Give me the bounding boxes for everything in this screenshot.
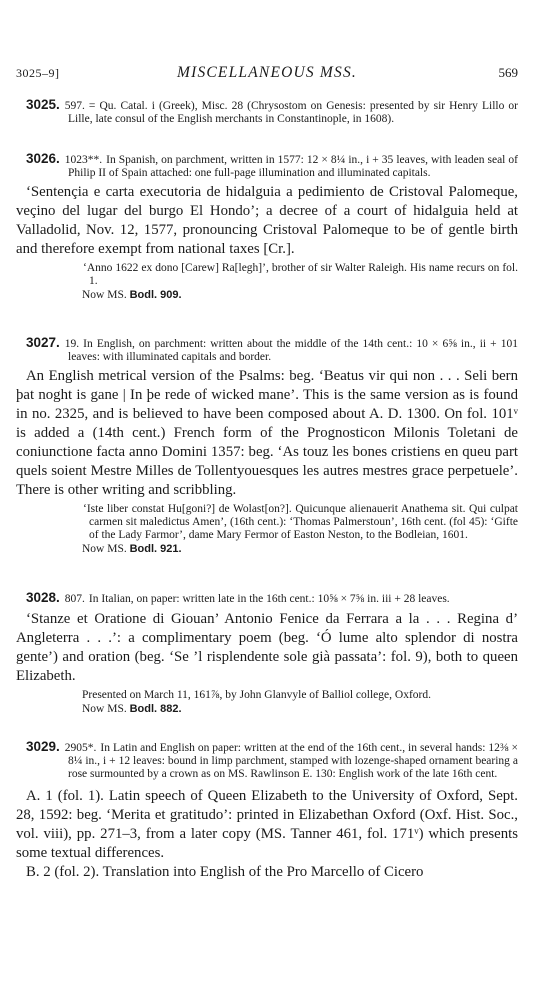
entry-number: 3029.	[26, 739, 60, 754]
provenance-note: ‘Iste liber constat Hu[goni?] de Wolast[on?]. Quicunque alienauerit Anathema sit. Qui culpat carmen sit maledictus Amen’, (16th cent.): ‘Thomas Palmerstoun’, 16th cent. (fol 45): ‘Gifte of the Lady Farmor’, dame Mary Fermor of Easton Neston, to the Bodleian, 1601.	[83, 503, 518, 541]
entry-paragraph: ‘Sentençia e carta executoria de hidalguia a pedimiento de Cristoval Palomeque, veçino del lugar del burgo El Hondo’; a decree of a court of hidalguia held at Valladolid, Nov. 12, 1577, pronouncing Cristoval Palomeque to be of gentle birth and therefore exempt from national taxes [Cr.].	[16, 184, 518, 257]
summary-number: 1023**.	[64, 154, 103, 166]
entry-paragraph: A. 1 (fol. 1). Latin speech of Queen Elizabeth to the University of Oxford, Sept. 28, 1592: beg. ‘Merita et gratitudo’: printed in Elizabethan Oxford (Oxf. Hist. Soc., vol. viii), pp. 271–3, from a later copy (MS. Tanner 461, fol. 171ᵛ) which presents some textual differences.	[16, 788, 518, 861]
entry-description: In Latin and English on paper: written at the end of the 16th cent., in several hands: 12⅜ × 8¼ in., i + 12 leaves: bound in limp parchment, stamped with lozenge-shaped ornament bearing a rose surmounted by a crown as on MS. Rawlinson E. 130: English work of the late 16th cent.	[68, 742, 518, 780]
entry-3029	[16, 740, 518, 882]
entry-paragraph: An English metrical version of the Psalms: beg. ‘Beatus vir qui non . . . Seli bern þat noght is gane | In þe rede of wicked mane’. This is the same version as is found in no. 2325, and is believed to have been composed about A. D. 1300. On fol. 101ᵛ is added a (14th cent.) French form of the Prognosticon Milonis Toletani de coniunctione facta anno Domini 1357: beg. ‘As touz les bones cristiens en queu part quels soient Mestre Milles de Tollentyouesques les autres mestres grace perpetuele’. There is other writing and scribbling.	[16, 368, 518, 498]
entry-head	[16, 740, 518, 781]
entry-description: = Qu. Catal. i (Greek), Misc. 28 (Chrysostom on Genesis: presented by sir Henry Lillo or Lille, late consul of the English merchants in Constantinople, in 1608).	[68, 100, 518, 125]
shelfmark-label: Now MS.	[82, 289, 127, 301]
entry-head	[16, 591, 518, 606]
provenance-note: Presented on March 11, 161⅞, by John Glanvyle of Balliol college, Oxford.	[82, 689, 431, 701]
summary-number: 2905*.	[64, 742, 97, 754]
entry-paragraph: B. 2 (fol. 2). Translation into English of the Pro Marcello of Cicero	[26, 864, 424, 880]
shelfmark-line	[16, 288, 518, 302]
running-head-range: 3025–9]	[16, 66, 60, 80]
shelfmark-label: Now MS.	[82, 703, 127, 715]
summary-number: 807.	[64, 593, 85, 605]
running-head	[16, 64, 518, 84]
entry-3027	[16, 336, 518, 556]
summary-number: 19.	[64, 338, 80, 350]
entry-description: In English, on parchment: written about the middle of the 14th cent.: 10 × 6⅝ in., ii + 101 leaves: with illuminated capitals and border.	[68, 338, 518, 363]
entry-paragraph: ‘Stanze et Oratione di Giouan’ Antonio Fenice da Ferrara a la . . . Regina d’ Angleterra . . .’: a complimentary poem (beg. ‘Ó lume alto splendor di nostra gente’) and oration (beg. ‘Se ’l risplendente sole già passata’: fol. 9), both to queen Elizabeth.	[16, 611, 518, 684]
shelfmark: Bodl. 921.	[129, 543, 182, 555]
entry-number: 3027.	[26, 335, 60, 350]
entry-head	[16, 336, 518, 364]
running-head-title: MISCELLANEOUS MSS.	[176, 64, 358, 81]
entry-3028	[16, 591, 518, 716]
entry-description: In Italian, on paper: written late in the 16th cent.: 10⅝ × 7⅝ in. iii + 28 leaves.	[88, 593, 450, 605]
shelfmark: Bodl. 909.	[129, 289, 182, 301]
summary-number: 597.	[64, 100, 85, 112]
shelfmark-line	[16, 542, 518, 556]
shelfmark-label: Now MS.	[82, 543, 127, 555]
shelfmark-line	[16, 702, 518, 716]
entry-number: 3025.	[26, 97, 60, 112]
entry-3026	[16, 152, 518, 302]
shelfmark: Bodl. 882.	[129, 703, 182, 715]
entry-description: In Spanish, on parchment, written in 1577: 12 × 8¼ in., i + 35 leaves, with leaden seal of Philip II of Spain attached: one full-page illumination and illuminated capitals.	[68, 154, 518, 179]
entry-head	[16, 98, 518, 126]
provenance-note: ‘Anno 1622 ex dono [Carew] Ra[legh]’, brother of sir Walter Raleigh. His name recurs on fol. 1.	[83, 262, 518, 287]
entry-number: 3026.	[26, 151, 60, 166]
entry-number: 3028.	[26, 590, 60, 605]
entry-3025	[16, 98, 518, 126]
entry-head	[16, 152, 518, 180]
page-number: 569	[498, 65, 518, 80]
